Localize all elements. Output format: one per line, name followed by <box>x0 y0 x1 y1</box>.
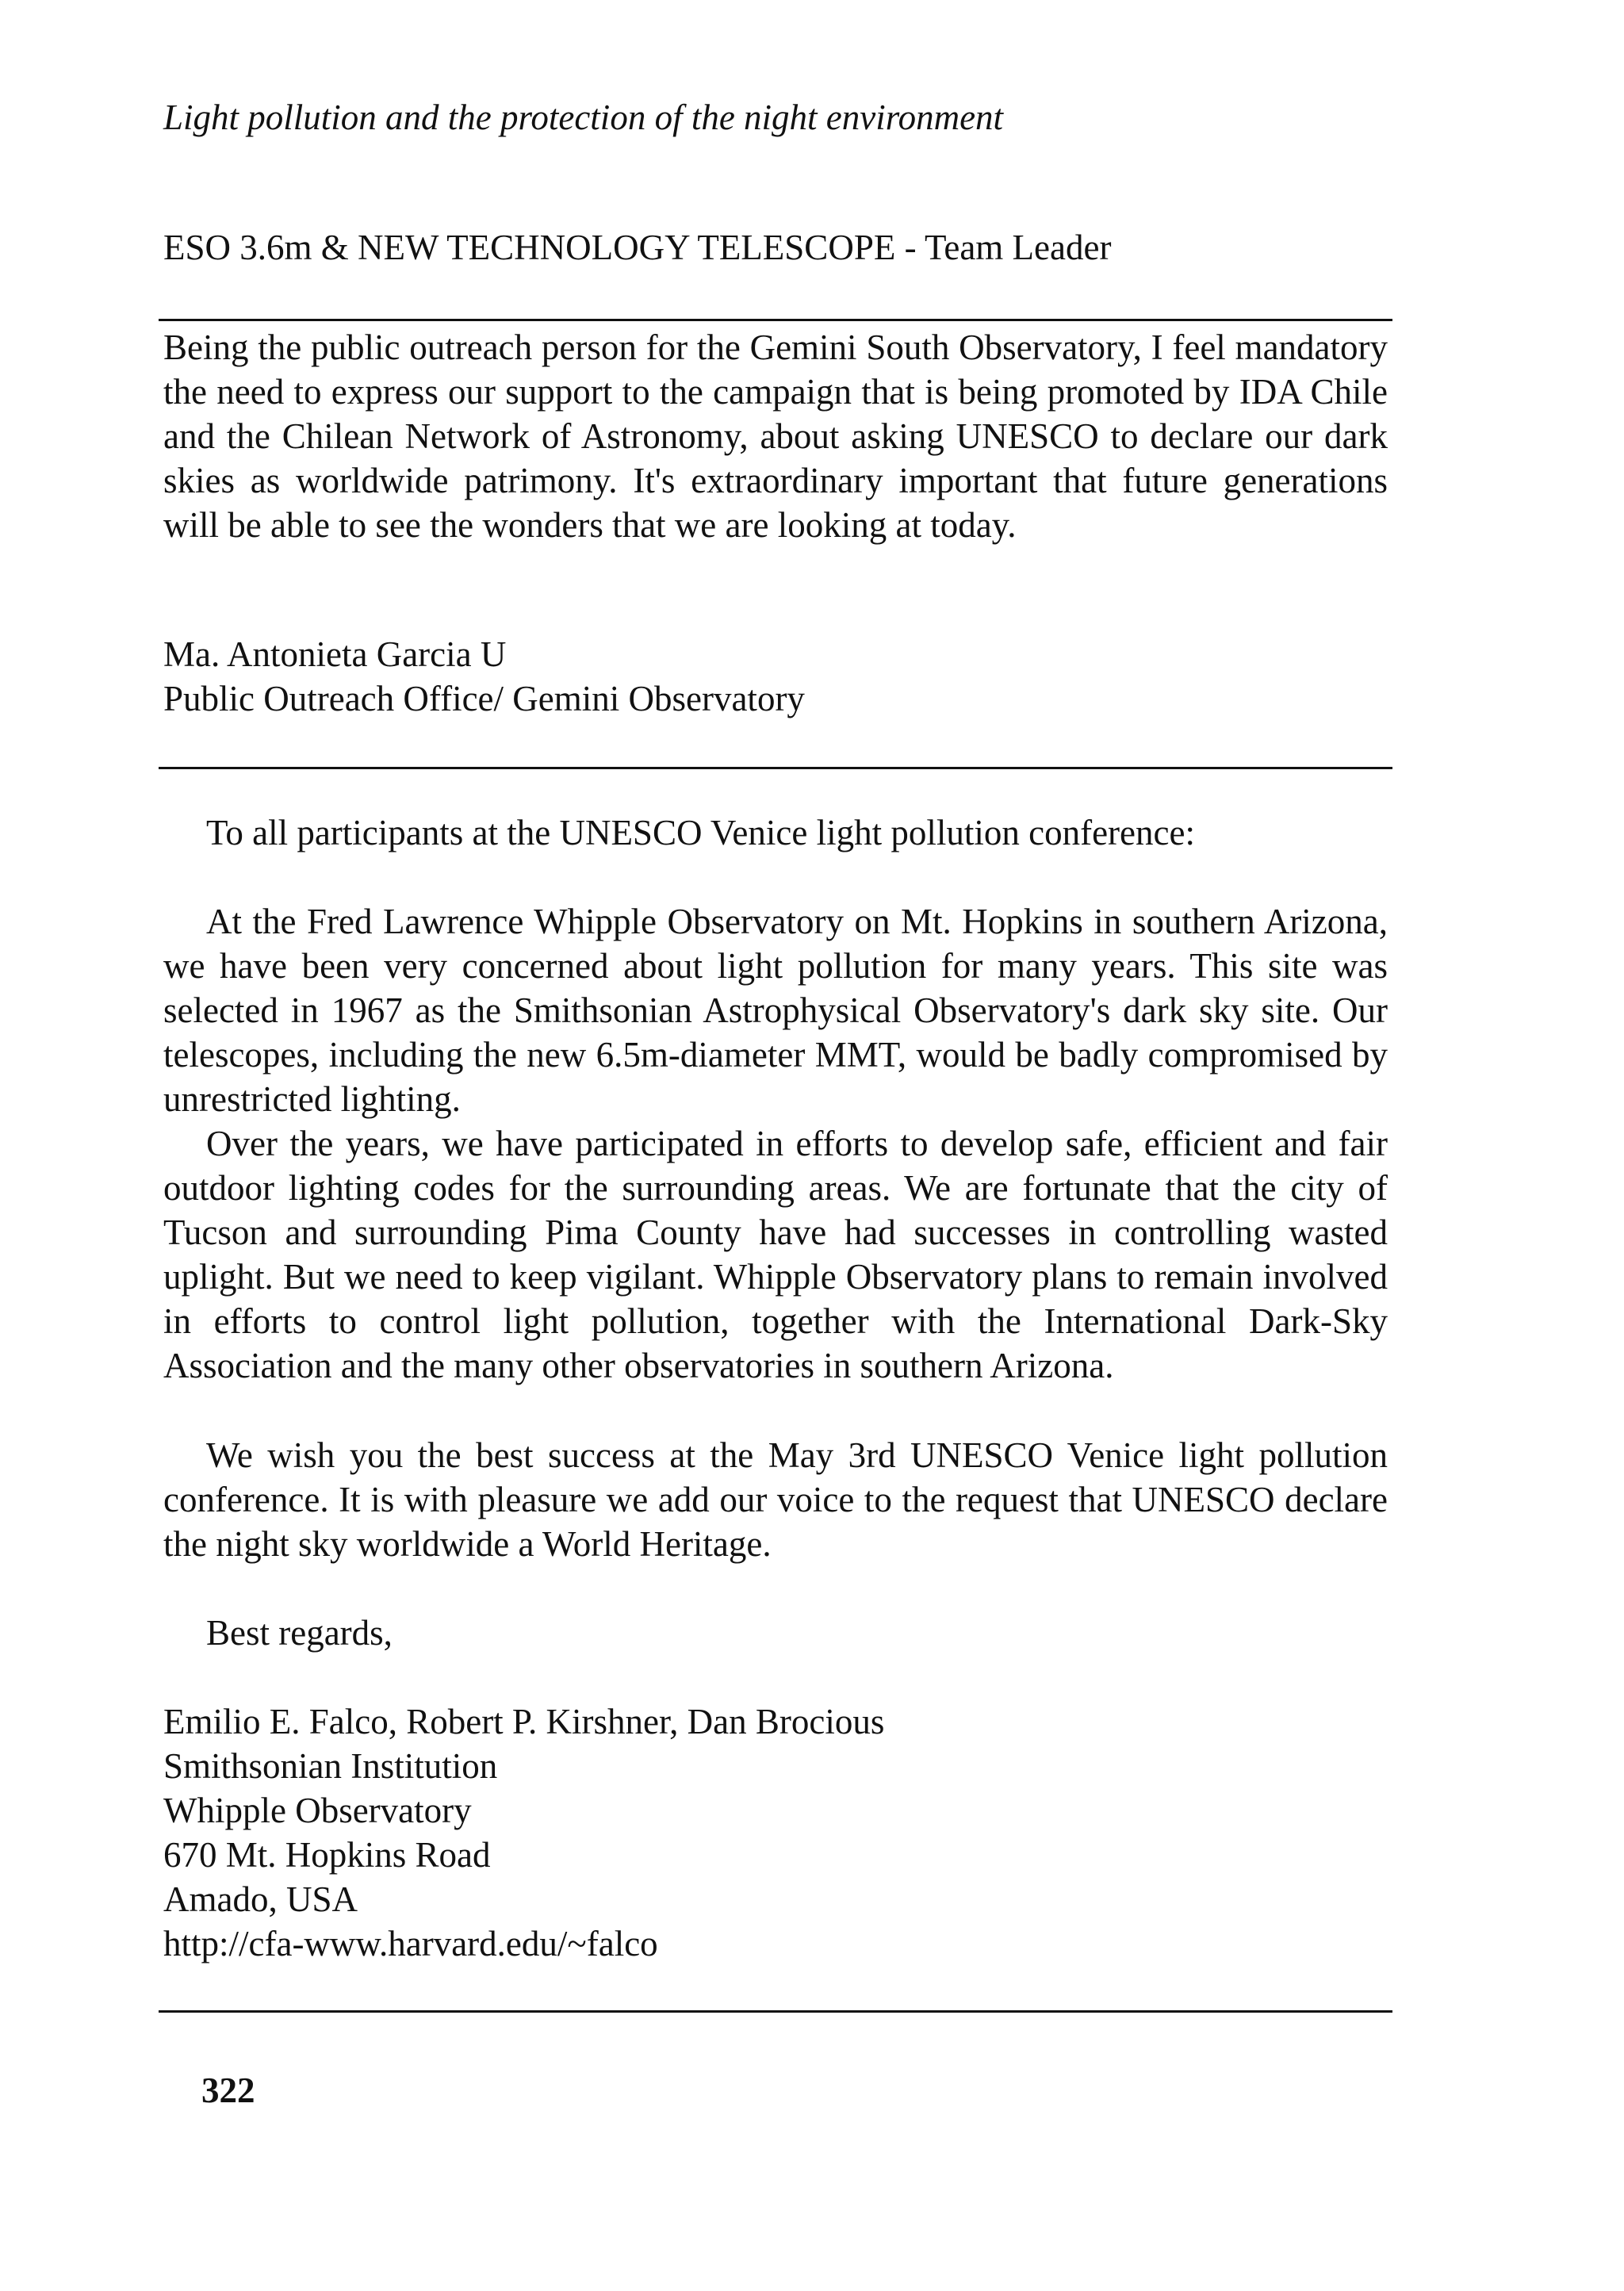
signature-line: Emilio E. Falco, Robert P. Kirshner, Dan Brocious <box>163 1702 885 1741</box>
signature-line: 670 Mt. Hopkins Road <box>163 1835 491 1875</box>
divider-rule <box>159 2010 1392 2013</box>
signature-line: Whipple Observatory <box>163 1791 472 1830</box>
divider-rule <box>159 767 1392 769</box>
whipple-paragraph: At the Fred Lawrence Whipple Observatory on Mt. Hopkins in southern Arizona, we have been very concerned about light pollution for many years. This site was selected in 1967 as the Smithsonian Astrophysical Observatory's dark sky site. Our telescopes, including the new 6.5m-diameter MMT, would be badly compromised by unrestricted lighting. <box>163 902 1388 1119</box>
gemini-signature-name: Ma. Antonieta Garcia U <box>163 634 507 674</box>
signature-url: http://cfa-www.harvard.edu/~falco <box>163 1924 658 1963</box>
page-number: 322 <box>201 2071 255 2110</box>
whipple-signature-block <box>163 1699 884 1966</box>
running-header: Light pollution and the protection of the night environment <box>163 98 1004 137</box>
divider-rule <box>159 319 1392 321</box>
section-title: ESO 3.6m & NEW TECHNOLOGY TELESCOPE - Team Leader <box>163 228 1112 267</box>
gemini-signature-affiliation: Public Outreach Office/ Gemini Observatory <box>163 679 805 718</box>
whipple-closing: Best regards, <box>206 1613 393 1653</box>
signature-line: Smithsonian Institution <box>163 1746 498 1786</box>
gemini-letter-body: Being the public outreach person for the Gemini South Observatory, I feel mandatory the need to express our support to the campaign that is being promoted by IDA Chile and the Chilean Network of Astronomy, about asking UNESCO to declare our dark skies as worldwide patrimony. It's extraordinary important that future generations will be able to see the wonders that we are looking at today. <box>163 328 1388 545</box>
whipple-salutation: To all participants at the UNESCO Venice light pollution conference: <box>206 813 1195 852</box>
signature-line: Amado, USA <box>163 1879 358 1919</box>
whipple-paragraph: Over the years, we have participated in efforts to develop safe, efficient and fair outdoor lighting codes for the surrounding areas. We are fortunate that the city of Tucson and surrounding Pima County have had successes in controlling wasted uplight. But we need to keep vigilant. Whipple Observatory plans to remain involved in efforts to control light pollution, together with the International Dark-Sky Association and the many other observatories in southern Arizona. <box>163 1124 1388 1385</box>
whipple-paragraph: We wish you the best success at the May 3rd UNESCO Venice light pollution conference. It is with pleasure we add our voice to the request that UNESCO declare the night sky worldwide a World Heritage. <box>163 1435 1388 1564</box>
